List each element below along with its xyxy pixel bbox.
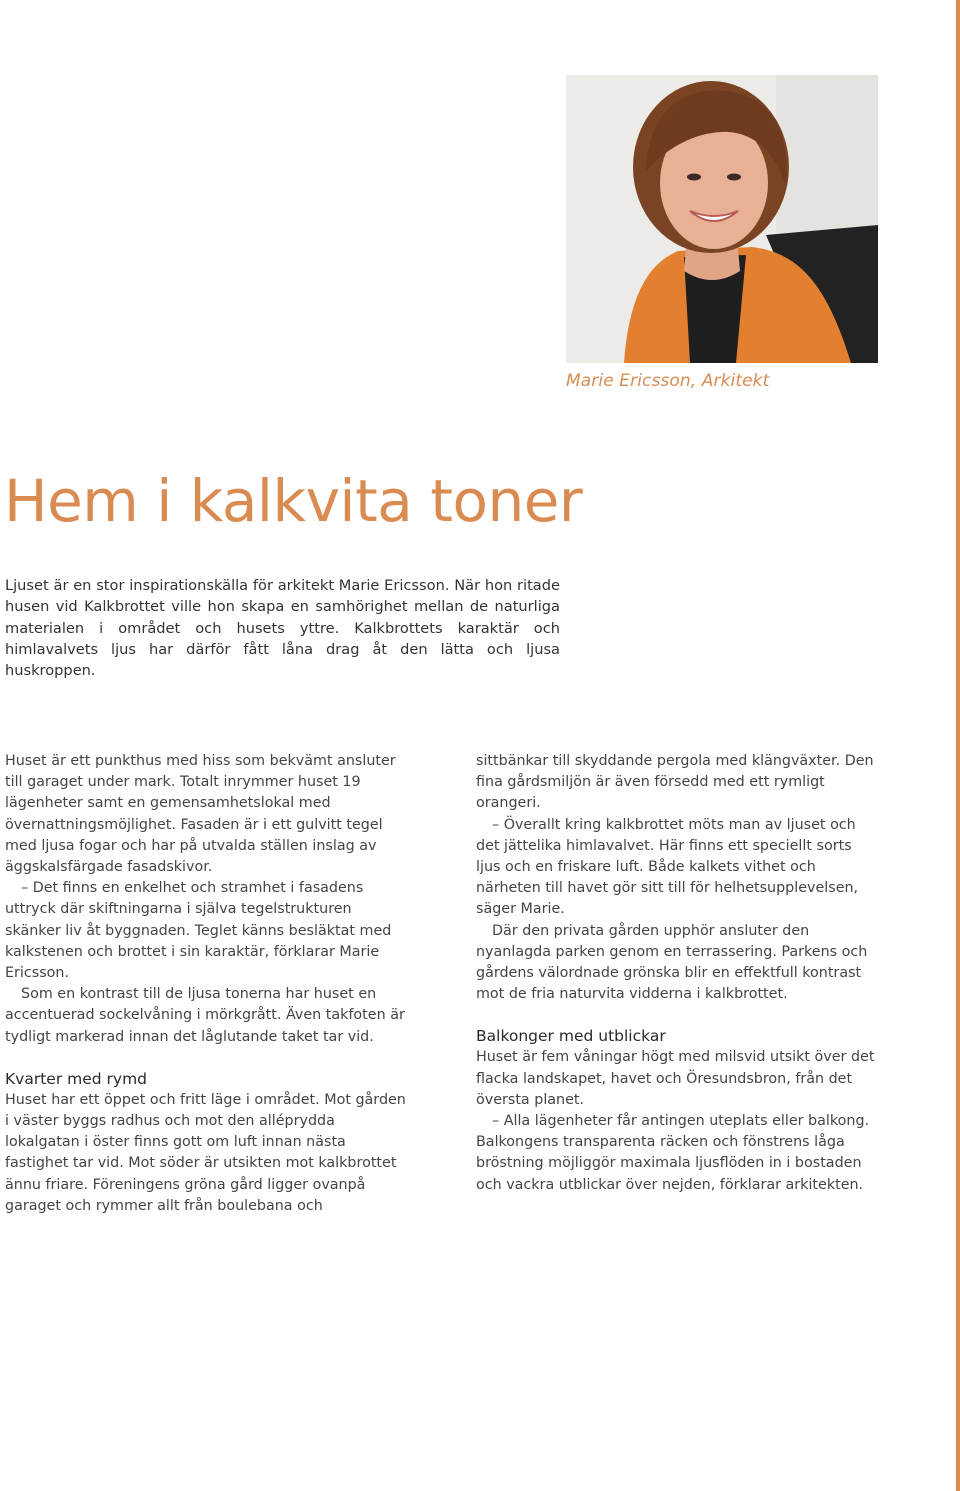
body-paragraph: – Överallt kring kalkbrottet möts man av ljuset och det jättelika himlavalvet. Här finns ett speciellt sorts ljus och en friskare luft. Både kalkets vithet och närheten till havet gör sitt till för helhetsupplevelsen, säger Marie. (476, 816, 859, 918)
body-paragraph: – Det finns en enkelhet och stramhet i fasadens uttryck där skiftningarna i själva tegelstrukturen skänker liv åt byggnaden. Teglet känns besläktat med kalkstenen och brottet i sin karaktär, förklarar Marie Ericsson. (5, 880, 392, 982)
article-column-right (476, 751, 880, 1196)
body-paragraph: sittbänkar till skyddande pergola med klängväxter. Den fina gårdsmiljön är även försedd med ett rymligt orangeri. (476, 753, 874, 812)
body-paragraph: Där den privata gården upphör ansluter den nyanlagda parken genom en terrassering. Parkens och gårdens välordnade grönska blir en effektfull kontrast mot de fria naturvita vidderna i kalkbrottet. (476, 922, 868, 1003)
article-lead: Ljuset är en stor inspirationskälla för arkitekt Marie Ericsson. När hon ritade husen vid Kalkbrottet ville hon skapa en samhörighet mellan de naturliga materialen i området och husets yttre. Kalkbrottets karaktär och himlavalvets ljus har därför fått låna drag åt den lätta och ljusa huskroppen. (5, 577, 560, 680)
body-paragraph: Huset är fem våningar högt med milsvid utsikt över det flacka landskapet, havet och Öresundsbron, från det översta planet. (476, 1049, 875, 1108)
section-heading: Kvarter med rymd (5, 1069, 148, 1088)
article-headline: Hem i kalkvita toner (4, 467, 583, 535)
body-paragraph: – Alla lägenheter får antingen uteplats eller balkong. Balkongens transparenta räcken och fönstrens låga bröstning möjliggör maximala ljusflöden in i bostaden och vackra utblickar över nejden, förklarar arkitekten. (476, 1113, 870, 1193)
portrait-photo (566, 75, 878, 363)
body-paragraph: Som en kontrast till de ljusa tonerna har huset en accentuerad sockelvåning i mörkgrått. Även takfoten är tydligt markerad innan det låglutande taket tar vid. (5, 986, 405, 1045)
article-column-left (5, 751, 409, 1217)
body-paragraph: Huset är ett punkthus med hiss som bekvämt ansluter till garaget under mark. Totalt inrymmer huset 19 lägenheter samt en gemensamhetslokal med övernattningsmöjlighet. Fasaden är i ett gulvitt tegel med ljusa fogar och har på utvalda ställen inslag av äggskalsfärgade fasadskivor. (5, 753, 396, 876)
photo-caption: Marie Ericsson, Arkitekt (566, 371, 770, 391)
body-paragraph: Huset har ett öppet och fritt läge i området. Mot gården i väster byggs radhus och mot den alléprydda lokalgatan i öster finns gott om luft innan nästa fastighet tar vid. Mot söder är utsikten mot kalkbrottet ännu friare. Föreningens gröna gård ligger ovanpå garaget och rymmer allt från boulebana och (5, 1091, 406, 1214)
page-edge-accent-bar (956, 0, 960, 1491)
section-heading: Balkonger med utblickar (476, 1027, 666, 1046)
